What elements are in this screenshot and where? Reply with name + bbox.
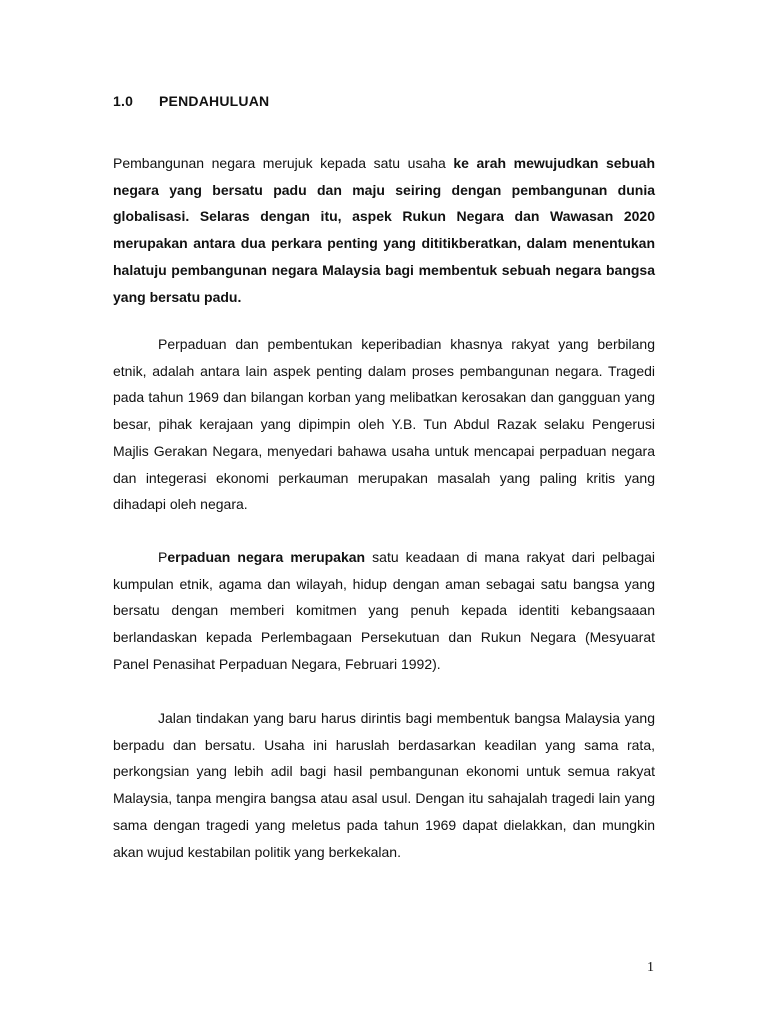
paragraph-3 [113, 544, 655, 678]
paragraph-1 [113, 150, 655, 310]
paragraph-3-lead: P [158, 549, 168, 565]
section-number: 1.0 [113, 93, 134, 109]
paragraph-2: Perpaduan dan pembentukan keperibadian khasnya rakyat yang berbilang etnik, adalah antara lain aspek penting dalam proses pembangunan negara. Tragedi pada tahun 1969 dan bilangan korban yang melibatkan kerosakan dan gangguan yang besar, pihak kerajaan yang dipimpin oleh Y.B. Tun Abdul Razak selaku Pengerusi Majlis Gerakan Negara, menyedari bahawa usaha untuk mencapai perpaduan negara dan integerasi ekonomi perkauman merupakan masalah yang paling kritis yang dihadapi oleh negara. [113, 336, 655, 513]
section-title: PENDAHULUAN [159, 93, 270, 109]
paragraph-3-rest: satu keadaan di mana rakyat dari pelbagai kumpulan etnik, agama dan wilayah, hidup dengan aman sebagai satu bangsa yang bersatu dengan memberi komitmen yang penuh kepada identiti kebangsaaan berlandaskan kepada Perlembagaan Persekutuan dan Rukun Negara (Mesyuarat Panel Penasihat Perpaduan Negara, Februari 1992). [113, 549, 656, 672]
paragraph-3-bold: erpaduan negara merupakan [167, 549, 366, 565]
paragraph-4: Jalan tindakan yang baru harus dirintis bagi membentuk bangsa Malaysia yang berpadu dan bersatu. Usaha ini haruslah berdasarkan keadilan yang sama rata, perkongsian yang lebih adil bagi hasil pembangunan ekonomi untuk semua rakyat Malaysia, tanpa mengira bangsa atau asal usul. Dengan itu sahajalah tragedi lain yang sama dengan tragedi yang meletus pada tahun 1969 dapat dielakkan, dan mungkin akan wujud kestabilan politik yang berkekalan. [113, 710, 655, 860]
paragraph-1-bold: ke arah mewujudkan sebuah negara yang bersatu padu dan maju seiring dengan pembangunan dunia globalisasi. Selaras dengan itu, aspek Rukun Negara dan Wawasan 2020 merupakan antara dua perkara penting yang dititikberatkan, dalam menentukan halatuju pembangunan negara Malaysia bagi membentuk sebuah negara bangsa yang bersatu padu. [113, 155, 655, 305]
page-number: 1 [647, 960, 654, 975]
section-heading [113, 93, 269, 109]
paragraph-1-intro: Pembangunan negara merujuk kepada satu usaha [113, 155, 454, 171]
